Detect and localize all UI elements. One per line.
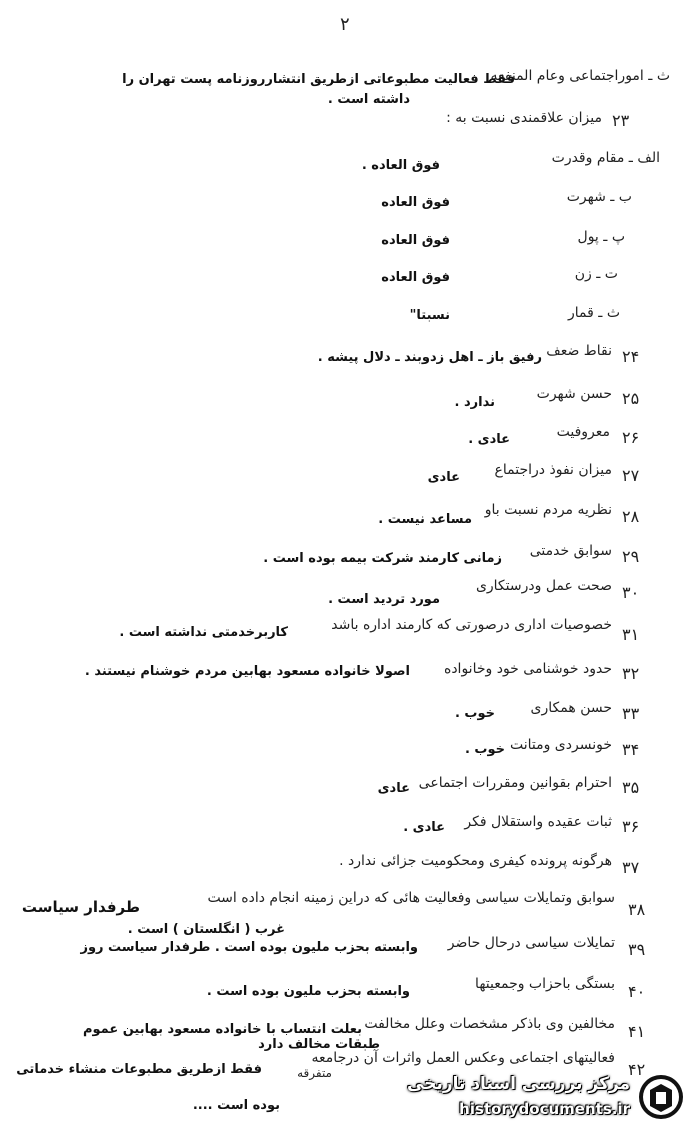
item-36-value: عادی . (403, 820, 445, 835)
item-32-number: ۳۲ (622, 664, 640, 683)
item-24-number: ۲۴ (622, 347, 640, 366)
item-42-overtext: طبقات مخالف دارد (258, 1037, 380, 1052)
item-35-number: ۳۵ (622, 778, 640, 797)
item-38-value: طرفدار سیاست (21, 898, 140, 916)
item-37-number: ۳۷ (622, 858, 640, 877)
item-25-label: حسن شهرت (536, 386, 612, 402)
item-32-value: اصولا خانواده مسعود بهابین مردم خوشنام نیستند . (84, 664, 410, 679)
item-be-value: فوق العاده (381, 195, 450, 210)
item-41-value: بعلت انتساب با خانواده مسعود بهابین عموم (82, 1022, 362, 1037)
item-37-label: هرگونه پرونده کیفری ومحکومیت جزائی ندارد . (339, 853, 612, 869)
item-alef-label: الف ـ مقام وقدرت (551, 150, 660, 166)
item-30-label: صحت عمل ودرستکاری (475, 578, 612, 594)
item-the-label: ث ـ قمار (568, 305, 620, 321)
item-41-number: ۴۱ (628, 1022, 646, 1041)
item-26-number: ۲۶ (622, 428, 640, 447)
item-36-number: ۳۶ (622, 817, 640, 836)
item-24-label: نقاط ضعف (546, 343, 612, 359)
item-42-label: فعالیتهای اجتماعی وعکس العمل واثرات آن درجامعه (311, 1050, 615, 1066)
item-35-value: عادی (377, 781, 410, 796)
item-34-number: ۳۴ (622, 740, 640, 759)
item-30-number: ۳۰ (622, 583, 640, 602)
item-40-value: وابسته بحزب ملیون بوده است . (206, 984, 410, 999)
item-alef-value: فوق العاده . (361, 158, 440, 173)
watermark-url: historydocuments.ir (459, 1100, 630, 1118)
item-25-number: ۲۵ (622, 389, 640, 408)
item-33-number: ۳۳ (622, 704, 640, 723)
item-te-value: فوق العاده (381, 270, 450, 285)
item-24-value: رفیق باز ـ اهل زدوبند ـ دلال پیشه . (317, 350, 542, 365)
item-29-label: سوابق خدمتی (529, 543, 612, 559)
item-29-number: ۲۹ (622, 547, 640, 566)
item-26-label: معروفیت (556, 424, 610, 440)
page-number: ۲ (340, 14, 350, 35)
item-42-end: بوده است .... (192, 1098, 280, 1113)
item-pe-label: پ ـ پول (577, 229, 625, 245)
item-38-label: سوابق وتمایلات سیاسی وفعالیت هائی که دراین زمینه انجام داده است (207, 890, 615, 906)
item-40-number: ۴۰ (628, 982, 646, 1001)
item-39-pretext: غرب ( انگلستان ) است . (127, 922, 285, 937)
item-31-label: خصوصیات اداری درصورتی که کارمند اداره باشد (331, 617, 612, 633)
item-27-number: ۲۷ (622, 466, 640, 485)
item-34-label: خونسردی ومتانت (509, 737, 612, 753)
item-40-label: بستگی باحزاب وجمعیتها (475, 976, 615, 992)
item-41-label: مخالفین وی باذکر مشخصات وعلل مخالفت (364, 1016, 615, 1032)
item-27-label: میزان نفوذ دراجتماع (494, 462, 612, 478)
item-th-value: فقط فعالیت مطبوعاتی ازطریق انتشارروزنامه پست تهران را (122, 72, 515, 87)
item-39-number: ۳۹ (628, 940, 646, 959)
history-documents-logo-icon (636, 1072, 686, 1122)
item-26-value: عادی . (468, 432, 510, 447)
item-23-number: ۲۳ (612, 111, 630, 130)
item-36-label: ثبات عقیده واستقلال فکر (464, 814, 612, 830)
item-28-number: ۲۸ (622, 507, 640, 526)
item-34-value: خوب . (464, 742, 505, 757)
item-23-label: میزان علاقمندی نسبت به : (446, 110, 602, 126)
item-29-value: زمانی کارمند شرکت بیمه بوده است . (263, 551, 502, 566)
item-th-value2: داشته است . (327, 92, 410, 107)
item-39-label: تمایلات سیاسی درحال حاضر (447, 935, 615, 951)
item-32-label: حدود خوشنامی خود وخانواده (443, 661, 612, 677)
item-be-label: ب ـ شهرت (566, 189, 632, 205)
item-33-value: خوب . (454, 706, 495, 721)
item-35-label: احترام بقوانین ومقررات اجتماعی (418, 775, 612, 791)
item-pe-value: فوق العاده (381, 233, 450, 248)
item-31-value: کاربرخدمتی نداشته است . (119, 625, 288, 640)
item-28-value: مساعد نیست . (378, 512, 472, 527)
item-28-label: نظریه مردم نسبت باو (484, 502, 612, 518)
item-39-value: وابسته بحزب ملیون بوده است . طرفدار سیاست روز (80, 940, 418, 955)
watermark-title: مرکز بررسی اسناد تاریخی (407, 1074, 630, 1094)
item-30-value: مورد تردید است . (328, 592, 440, 607)
item-31-number: ۳۱ (622, 625, 640, 644)
item-42-overtext2: متفرقه (297, 1066, 332, 1080)
item-th-label: ث ـ اموراجتماعی وعام المنفعه (490, 68, 670, 84)
item-38-number: ۳۸ (628, 900, 646, 919)
item-27-value: عادی (427, 470, 460, 485)
item-33-label: حسن همکاری (530, 700, 612, 716)
item-the-value: نسبتا" (409, 308, 450, 323)
item-te-label: ت ـ زن (574, 266, 618, 282)
item-25-value: ندارد . (454, 395, 495, 410)
item-42-number: ۴۲ (628, 1060, 646, 1079)
item-42-value: فقط ازطریق مطبوعات منشاء خدماتی (16, 1062, 262, 1077)
watermark (407, 1068, 690, 1128)
